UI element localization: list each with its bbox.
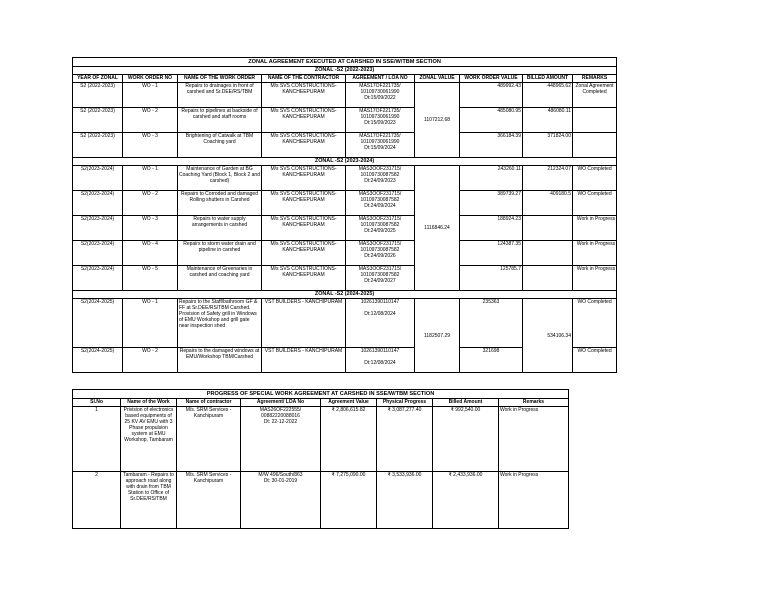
work-cell: Repairs to storm water drain and pipeline in carshed (178, 241, 262, 266)
zonal-value-cell: 1116846.24 (415, 166, 460, 291)
billed-cell: 486080.11 (523, 108, 573, 133)
section-label: ZONAL -S2 (2022-2023) (73, 67, 617, 75)
col-header: NAME OF THE CONTRACTOR (262, 75, 346, 83)
contractor-cell: M/s SVS CONSTRUCTIONS-KANCHEEPURAM (262, 266, 346, 291)
remarks-cell: Work in Progress (573, 241, 617, 266)
wo-value-cell: 366184.39 (460, 133, 523, 158)
wo-value-cell: 485080.95 (460, 108, 523, 133)
wo-cell: WO - 1 (123, 299, 178, 348)
wo-value-cell: 188924.23 (460, 216, 523, 241)
col-header: NAME OF THE WORK ORDER (178, 75, 262, 83)
remarks-cell: WO Completed (573, 348, 617, 373)
wo-value-cell: 389739.27 (460, 191, 523, 216)
wo-cell: WO - 1 (123, 166, 178, 191)
col-header: YEAR OF ZONAL (73, 75, 123, 83)
progress-cell: ₹ 3,087,277.40 (377, 407, 433, 472)
special-work-table (72, 389, 569, 529)
year-cell: S2(2023-2024) (73, 241, 123, 266)
work-cell: Privision of electronics based equipments of 25 KV AV EMU with 3 Phase propulsion system at EMU Workshop, Tambaram (121, 407, 177, 472)
agreement-cell: MAS17OF221735/ 10109730061990 Dt:15/09/2022 (346, 83, 415, 108)
col-header: WORK ORDER VALUE (460, 75, 523, 83)
zonal-value-cell: 1182507.29 (415, 299, 460, 373)
work-cell: Repairs to drainages in front of carshed and Sr.DEE/RS/TBM (178, 83, 262, 108)
billed-cell: ₹ 2,433,936.00 (433, 472, 499, 529)
col-header: WORK ORDER NO (123, 75, 178, 83)
col-header: ZONAL VALUE (415, 75, 460, 83)
col-header: BILLED AMOUNT (523, 75, 573, 83)
remarks-cell: Work in Progress (573, 216, 617, 241)
sl-cell: 2 (73, 472, 121, 529)
table-row (73, 241, 617, 266)
contractor-cell: M/s SVS CONSTRUCTIONS-KANCHEEPURAM (262, 241, 346, 266)
wo-value-cell: 235363 (460, 299, 523, 348)
col-header: Sl.No (73, 399, 121, 407)
wo-cell: WO - 4 (123, 241, 178, 266)
table-row (73, 216, 617, 241)
contractor-cell: M/s SVS CONSTRUCTIONS-KANCHEEPURAM (262, 166, 346, 191)
remarks-cell: Work in Progress (499, 407, 569, 472)
year-cell: S2 (2022-2023) (73, 133, 123, 158)
work-cell: Repairs to the damaged windows at EMU/Workshop TBM/Carshed (178, 348, 262, 373)
agreement-cell: MAS3OOF231715/ 10109730087582 Dt:24/09/2027 (346, 266, 415, 291)
col-header: AGREEMENT / LOA NO (346, 75, 415, 83)
agreement-cell: MAS17OF221735/ 10109730061990 Dt:15/09/2024 (346, 133, 415, 158)
work-cell: Brightening of Catwalk at TBM Coaching yard (178, 133, 262, 158)
billed-cell (523, 241, 573, 266)
table-row (73, 266, 617, 291)
wo-value-cell: 489992.43 (460, 83, 523, 108)
wo-cell: WO - 2 (123, 191, 178, 216)
section-label: ZONAL -S2 (2023-2024) (73, 158, 617, 166)
section-label: ZONAL -S2 (2024-2025) (73, 291, 617, 299)
col-header: Billed Amount (433, 399, 499, 407)
table-row (73, 472, 569, 529)
billed-cell: 534106.34 (523, 299, 573, 373)
agreement-cell: M/W 496/South/863 Dt: 30-01-2019 (241, 472, 321, 529)
wo-value-cell: 321698 (460, 348, 523, 373)
remarks-cell: WO Completed (573, 299, 617, 348)
wo-value-cell: 125785.7 (460, 266, 523, 291)
agreement-cell: MAS3OOF231715/ 10109730087582 Dt:24/09/2024 (346, 191, 415, 216)
col-header: Physical Progress (377, 399, 433, 407)
remarks-cell: WO Completed (573, 166, 617, 191)
contractor-cell: M/s SVS CONSTRUCTIONS-KANCHEEPURAM (262, 216, 346, 241)
work-cell: Repairs to Corroded and damaged Rolling shutters in Carshed (178, 191, 262, 216)
zonal-table-title: ZONAL AGREEMENT EXECUTED AT CARSHED IN SSE/W/TBM SECTION (73, 58, 617, 67)
col-header: Agreement/ LOA No (241, 399, 321, 407)
sl-cell: 1 (73, 407, 121, 472)
column-headers (73, 75, 617, 83)
progress-cell: ₹ 3,533,936.00 (377, 472, 433, 529)
contractor-cell: M/s. SRM Services - Kanchipuram (177, 407, 241, 472)
year-cell: S2(2023-2024) (73, 266, 123, 291)
billed-cell: 371824.00 (523, 133, 573, 158)
wo-cell: WO - 3 (123, 216, 178, 241)
billed-cell (523, 216, 573, 241)
billed-cell: 409180.5 (523, 191, 573, 216)
zonal-value-cell: 1107212.68 (415, 83, 460, 158)
work-cell: Repairs to the Staff/bathroom GF & FF at Sr.DEE/RS/TBM Carshed. Provision of Safety grill in Windows of EMU Workshop and grill gate near inspection shed (178, 299, 262, 348)
agreement-cell: MAS3OOF231715/ 10109730087582 Dt:24/09/2025 (346, 216, 415, 241)
contractor-cell: M/s SVS CONSTRUCTIONS-KANCHEEPURAM (262, 83, 346, 108)
col-header: Name of contractor (177, 399, 241, 407)
work-cell: Repairs to pipelines at backside of carshed and staff rooms (178, 108, 262, 133)
wo-cell: WO - 2 (123, 348, 178, 373)
contractor-cell: VST BUILDERS - KANCHIPURAM (262, 348, 346, 373)
year-cell: S2(2023-2024) (73, 216, 123, 241)
remarks-cell: Work in Progress (499, 472, 569, 529)
contractor-cell: M/s. SRM Services - Kanchipuram (177, 472, 241, 529)
wo-cell: WO - 1 (123, 83, 178, 108)
contractor-cell: M/s SVS CONSTRUCTIONS-KANCHEEPURAM (262, 108, 346, 133)
col-header: REMARKS (573, 75, 617, 83)
year-cell: S2(2024-2025) (73, 299, 123, 348)
table-row (73, 83, 617, 108)
col-header: Remarks (499, 399, 569, 407)
billed-cell: ₹ 992,540.00 (433, 407, 499, 472)
remarks-cell: WO Completed (573, 191, 617, 216)
agreement-cell: MAS17OF221735/ 10109730061990 Dt:15/09/2023 (346, 108, 415, 133)
agreement-cell: MAS3OOF231715/ 10109730087582 Dt:24/09/2023 (346, 166, 415, 191)
contractor-cell: VST BUILDERS - KANCHIPURAM (262, 299, 346, 348)
year-cell: S2(2024-2025) (73, 348, 123, 373)
contractor-cell: M/s SVS CONSTRUCTIONS-KANCHEEPURAM (262, 191, 346, 216)
table-row (73, 191, 617, 216)
special-table-title: PROGRESS OF SPECIAL WORK AGREEMENT AT CARSHED IN SSE/W/TBM SECTION (73, 390, 569, 399)
value-cell: ₹ 7,275,090.00 (321, 472, 377, 529)
table-row (73, 133, 617, 158)
col-header: Name of the Work (121, 399, 177, 407)
year-cell: S2 (2022-2023) (73, 108, 123, 133)
table-row (73, 166, 617, 191)
billed-cell (523, 266, 573, 291)
year-cell: S2(2023-2024) (73, 191, 123, 216)
work-cell: Maintenance of Garden at BG Coaching Yard (Block 1, Block 2 and carshed) (178, 166, 262, 191)
billed-cell: 448965.62 (523, 83, 573, 108)
contractor-cell: M/s SVS CONSTRUCTIONS-KANCHEEPURAM (262, 133, 346, 158)
wo-cell: WO - 3 (123, 133, 178, 158)
work-cell: Repairs to water supply arrangements in carshed (178, 216, 262, 241)
col-header: Agreement Value (321, 399, 377, 407)
agreement-cell: MAS26OF222555/ 00882220088016 Dt: 22-12-2022 (241, 407, 321, 472)
table-row (73, 299, 617, 348)
work-cell: Tambaram - Repairs to approach road along with drain from TBM Station to Office of Sr.DEE/RS/TBM (121, 472, 177, 529)
value-cell: ₹ 2,806,615.82 (321, 407, 377, 472)
wo-cell: WO - 2 (123, 108, 178, 133)
wo-value-cell: 124387.35 (460, 241, 523, 266)
zonal-agreement-table (72, 57, 617, 373)
remarks-cell (573, 108, 617, 133)
column-headers (73, 399, 569, 407)
billed-cell: 212324.07 (523, 166, 573, 191)
wo-value-cell: 243260.11 (460, 166, 523, 191)
work-cell: Maintenance of Greenaries in carshed and coaching yard (178, 266, 262, 291)
table-row (73, 407, 569, 472)
agreement-cell: MAS3OOF231715/ 10109730087582 Dt:24/09/2026 (346, 241, 415, 266)
wo-cell: WO - 5 (123, 266, 178, 291)
remarks-cell: Zonal Agreement Completed (573, 83, 617, 108)
table-row (73, 108, 617, 133)
year-cell: S2 (2022-2023) (73, 83, 123, 108)
remarks-cell: Work in Progress (573, 266, 617, 291)
agreement-cell: 10261390110147 Dt:12/08/2024 (346, 299, 415, 348)
remarks-cell (573, 133, 617, 158)
agreement-cell: 10261390110147 Dt:12/08/2024 (346, 348, 415, 373)
year-cell: S2(2023-2024) (73, 166, 123, 191)
